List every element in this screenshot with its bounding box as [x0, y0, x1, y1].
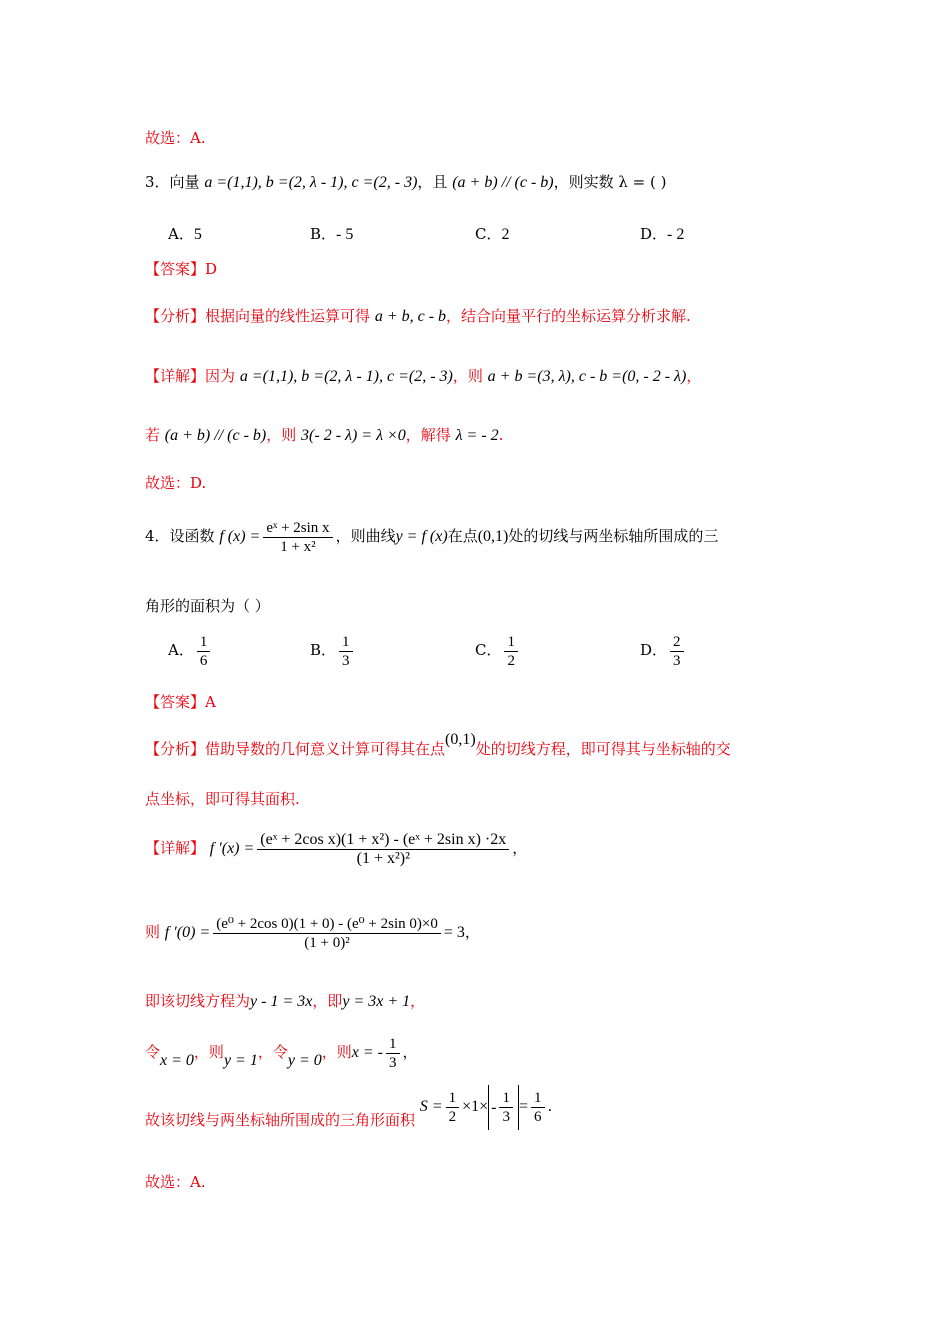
q4-analysis: 【分析】借助导数的几何意义计算可得其在点(0,1)处的切线方程，即可得其与坐标轴的交 [145, 731, 731, 758]
q4-curve: y = f (x) [395, 528, 448, 545]
q3-option-d: D．- 2 [640, 225, 685, 243]
q4-option-d: D． $\frac{2}{3}$ [640, 630, 687, 670]
q3-option-b: B．- 5 [310, 225, 354, 243]
q4-option-a: A． $\frac{1}{6}$ [168, 630, 213, 670]
q3-answer [145, 259, 217, 279]
q4-analysis-point: (0,1) [445, 731, 476, 748]
q3-option-c: C．2 [475, 225, 510, 243]
q3-connector: ，且 [417, 173, 448, 191]
q4-evaluation-fraction: $\frac{\text{(e⁰ + 2cos 0)(1 + 0) - (e⁰ + 2sin 0)×0}}{\text{(1 + 0)²}}$ [213, 915, 441, 952]
q4-detail-area: 故该切线与两坐标轴所围成的三角形面积 S = $\frac{1}{2}$ ×1× - $\frac{1}{3}$ = $\frac{1}{6}$ . [145, 1084, 552, 1130]
q4-conclusion: 故选：A. [145, 1173, 206, 1191]
q3-detail-tag: 【详解】 [145, 367, 206, 385]
q4-answer [145, 692, 216, 712]
q4-point: (0,1) [477, 528, 509, 545]
q4-answer-tag: 【答案】 [145, 693, 206, 711]
q4-stem-line2: 角形的面积为（ ） [145, 597, 270, 615]
q3-parallel: (a + b) // (c - b) [452, 174, 554, 191]
q2-conclusion: 故选：A. [145, 129, 206, 147]
q3-analysis-post: ，结合向量平行的坐标运算分析求解. [446, 307, 691, 325]
q3-detail-line2: 若 (a + b) // (c - b)，则 3(- 2 - λ) = λ ×0，解得 λ = - 2. [145, 426, 504, 444]
q3-stem-suffix: ，则实数 λ = ( ) [553, 173, 667, 191]
q4-detail-tangent: 即该切线方程为y - 1 = 3x，即y = 3x + 1， [145, 992, 426, 1010]
q3-stem [145, 172, 666, 193]
q4-answer-value: A [205, 693, 216, 711]
q4-detail-evaluation: 则 f ′(0) = $\frac{\text{(e⁰ + 2cos 0)(1 + 0) - (e⁰ + 2sin 0)×0}}{\text{(1 + 0)²}}$ = 3， [145, 915, 480, 951]
q4-detail-tag: 【详解】 [145, 839, 206, 857]
q3-detail-vectors: a =(1,1), b =(2, λ - 1), c =(2, - 3) [239, 368, 453, 385]
q3-number: 3． [145, 173, 170, 191]
q4-analysis-tag: 【分析】 [145, 740, 206, 758]
q3-answer-tag: 【答案】 [145, 260, 206, 278]
q4-detail-derivative: 【详解】 f ′(x) = $\frac{\text{(eˣ + 2cos x)(1 + x²) - (eˣ + 2sin x) ·2x}}{\text{(1 + x²)²}}$ ， [145, 830, 528, 867]
q3-option-a: A．5 [168, 225, 202, 243]
q3-conclusion: 故选：D. [145, 474, 207, 492]
q4-func-fraction: $\frac{\text{eˣ + 2sin x}}{\text{1 + x²}}$ [263, 519, 332, 556]
q3-detail-parallel: (a + b) // (c - b) [164, 427, 267, 444]
q4-analysis-line2: 点坐标，即可得其面积. [145, 790, 300, 808]
q4-option-b: B． $\frac{1}{3}$ [310, 630, 356, 670]
q4-area-absolute: - $\frac{1}{3}$ [488, 1085, 519, 1130]
q3-stem-prefix: 向量 [169, 173, 200, 191]
q4-number: 4． [145, 527, 170, 545]
q3-analysis-math: a + b, c - b [374, 308, 447, 325]
q3-detail-result: λ = - 2 [455, 427, 499, 444]
q3-detail-sums: a + b =(3, λ), c - b =(0, - 2 - λ) [487, 368, 687, 385]
q3-analysis-tag: 【分析】 [145, 307, 206, 325]
q4-option-c: C． $\frac{1}{2}$ [475, 630, 521, 670]
q4-stem-prefix: 设函数 [169, 527, 215, 545]
q3-analysis [145, 306, 691, 327]
q3-answer-value: D [205, 260, 218, 278]
q3-analysis-pre: 根据向量的线性运算可得 [205, 307, 371, 325]
q4-func-lhs: f (x) = [219, 528, 261, 545]
q3-detail-line1: 【详解】因为 a =(1,1), b =(2, λ - 1), c =(2, - 3)，则 a + b =(3, λ), c - b =(0, - 2 - λ)， [145, 367, 702, 385]
q4-derivative-fraction: $\frac{\text{(eˣ + 2cos x)(1 + x²) - (eˣ + 2sin x) ·2x}}{\text{(1 + x²)²}}$ [257, 831, 509, 868]
q3-vectors: a =(1,1), b =(2, λ - 1), c =(2, - 3) [204, 174, 418, 191]
q3-detail-equation: 3(- 2 - λ) = λ ×0 [301, 427, 406, 444]
q4-stem: 4．设函数 f (x) = $\frac{\text{eˣ + 2sin x}}{\text{1 + x²}}$ ，则曲线y = f (x)在点(0,1)处的切线与两坐标轴所围成的三 [145, 519, 719, 555]
q4-detail-intercepts: 令x = 0，则y = 1，令y = 0，则x = - $\frac{1}{3}$ ， [145, 1035, 418, 1071]
